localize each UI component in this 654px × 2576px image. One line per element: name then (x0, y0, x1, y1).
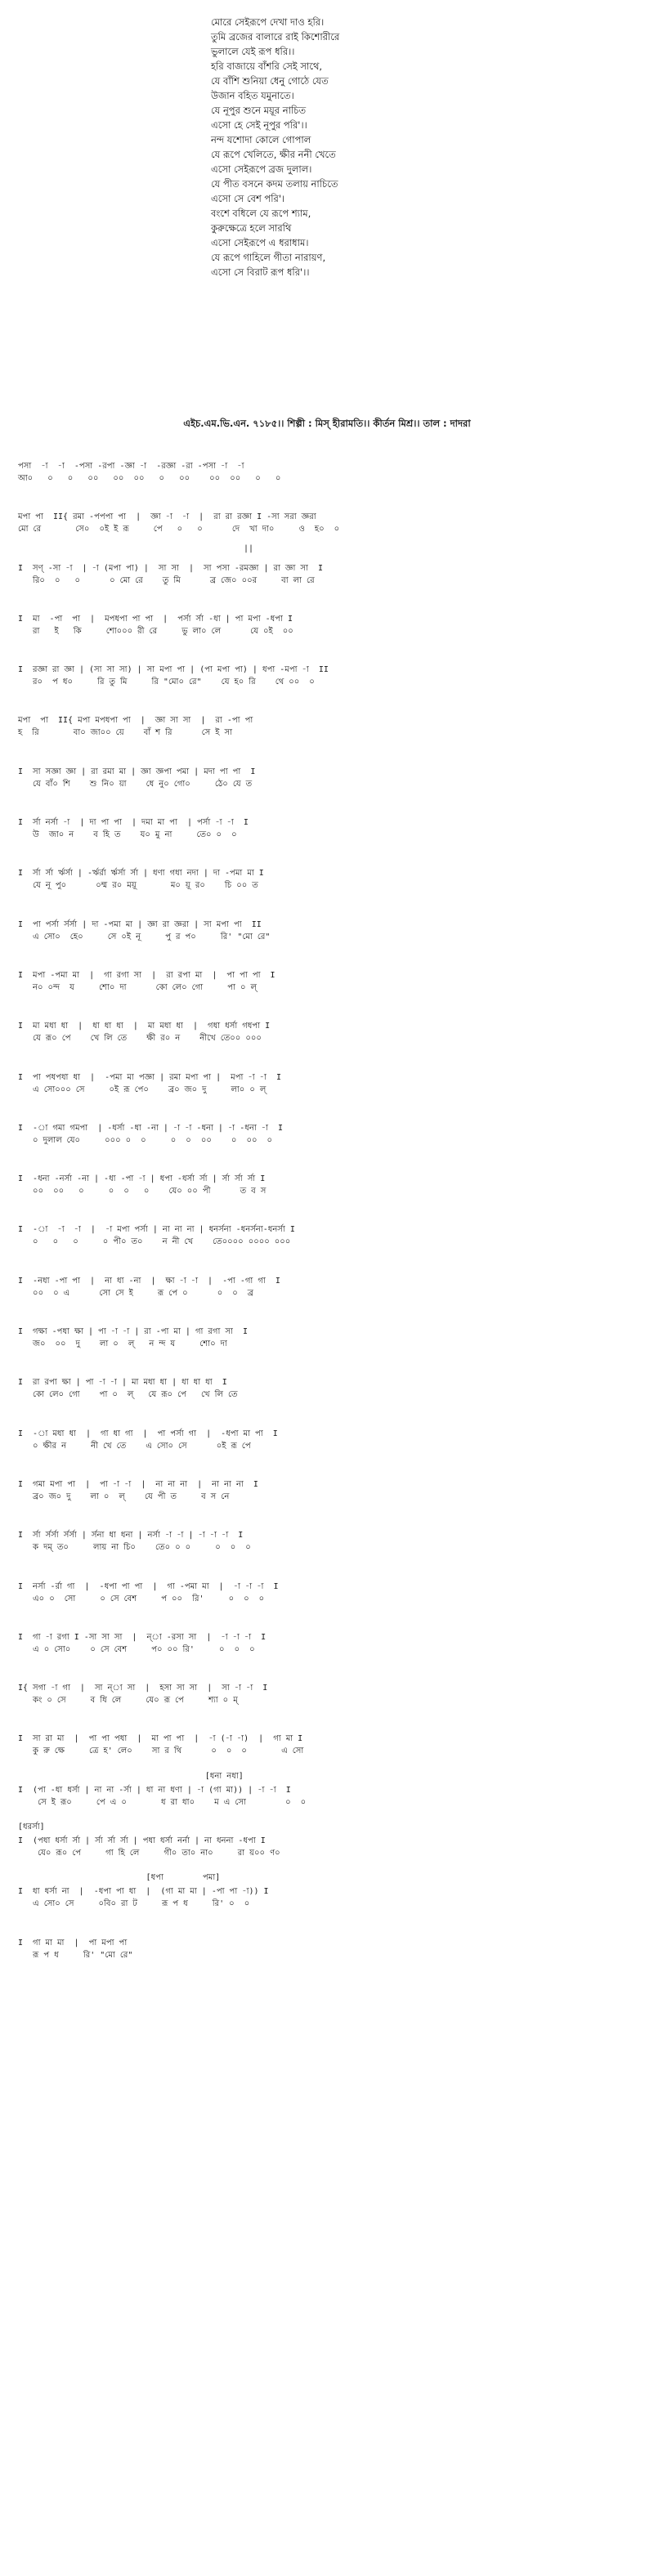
swar-row: মপা পা II{ মপা মপধপা পা | জ্ঞা সা সা | রা -পা পা (18, 716, 253, 726)
lyric-line: যে নূপুর শুনে ময়ূর নাচিত (211, 105, 307, 116)
swar-row: I (পধা ধর্সা র্সা | র্সা র্সা র্সা | পধা ধর্সা নর্না | না ধননা -ধপা I (18, 1836, 266, 1846)
bani-row: সে ই রূ০ পে এ ০ ধ রা ধা০ ম এ সো ০ ০ (18, 1797, 307, 1807)
notation-block (18, 1733, 639, 1757)
swar-row: I গা -া রগা I -সা সা সা | ন্া -রসা সা | -া -া -া I (18, 1632, 267, 1642)
swar-row: পসা -া -া -পসা -রপা -জ্ঞা -া -রজ্ঞা -রা -পসা -া -া (18, 462, 244, 471)
swar-row: I (পা -ধা ধর্সা | না না -র্সা | ধা না ধণা | -া (গা মা)) | -া -া I (18, 1785, 291, 1795)
bani-row: ০ দুলাল যে০ ০০০ ০ ০ ০ ০ ০০ ০ ০০ ০ (18, 1135, 273, 1145)
bani-row: যে নূ পু০ ০ম্ম র০ ময়ূ ম০ য়ূ র০ চি ০০ ত (18, 881, 258, 891)
notation-annotation: [ধনা নধা] (18, 1771, 244, 1781)
notation-block (18, 919, 639, 943)
notation-block (18, 867, 639, 892)
bani-row: জ০ ০০ দু লা ০ ল্ ন ন্দ য শো০ দা (18, 1339, 227, 1349)
notation-block (18, 969, 639, 994)
notation-block (18, 1223, 639, 1248)
swar-row: I র্সা র্সা র্ঋর্সা | -র্ঋর্রা র্ঋর্সা র্সা | ধণা গধা নদা | দা -পমা মা I (18, 869, 264, 879)
notation-block (18, 1478, 639, 1503)
lyric-line: উজান বহিত যমুনাতে। (211, 90, 294, 101)
lyric-line: তুমি ব্রজের বালারে রাই কিশোরীরে (211, 31, 340, 42)
lyric-line: এসো সেইরূপে ব্রজ দুলাল। (211, 163, 312, 175)
notation-annotation: [ধরর্সা] (18, 1822, 45, 1832)
notation-block (18, 1071, 639, 1096)
swar-row: I পা পধপধা ধা | -পমা মা পজ্ঞা | রমা মপা পা | মপা -া -া I (18, 1072, 281, 1082)
bani-row: ০০ ০ এ সো সে ই রূ পে ০ ০ ০ ব্র (18, 1288, 253, 1298)
swar-row: I পা পর্সা র্সর্সা | দা -পমা মা | জ্ঞা রা জ্ঞরা | সা মপা পা II (18, 919, 262, 929)
bani-row: কো লে০ গো পা ০ ল্ যে রূ০ পে খে লি তে (18, 1390, 238, 1400)
notation-block (18, 1376, 639, 1401)
song-lyrics (211, 15, 473, 280)
notation-block (18, 1631, 639, 1656)
swar-row: I মা মধা ধা | ধা ধা ধা | মা মধা ধা | গধা ধর্সা গধপা I (18, 1022, 271, 1031)
lyric-line: যে পীত বসনে কদম তলায় নাচিতে (211, 178, 338, 190)
bani-row: কু রু ক্ষে ত্রে হ' লে০ সা র থি ০ ০ ০ এ সো (18, 1746, 304, 1756)
notation-block (18, 1682, 639, 1706)
swar-row: I -া মধা ধা | গা ধা গা | পা পর্সা গা | -ধপা মা পা I (18, 1429, 278, 1438)
bani-row: ক দম্ ত০ লায় না চি০ তে০ ০ ০ ০ ০ ০ (18, 1543, 251, 1553)
notation-block (18, 511, 639, 535)
notation-block (18, 816, 639, 841)
bani-row: যে বাঁ০ শি শু নি০ য়া ধে নু০ গো০ ঠে০ যে ত (18, 779, 253, 789)
lyric-line: যে বাঁশি শুনিয়া ধেনু গোঠে যেত (211, 75, 329, 87)
bani-row: এ ০ সো০ ০ সে বেশ প০ ০০ রি' ০ ০ ০ (18, 1644, 255, 1654)
notation-block (18, 1937, 639, 1961)
bani-row: এ০ ০ সো ০ সে বেশ প ০০ রি' ০ ০ ০ (18, 1594, 265, 1603)
bani-row: এ সো০ সে ০বি০ রা ট রূ প ধ রি' ০ ০ (18, 1899, 250, 1909)
notation-block (18, 1275, 639, 1299)
swar-row: I রজ্ঞা রা জ্ঞা | (সা সা সা) | সা মপা পা | (পা মপা পা) | ধপা -মপা -া II (18, 665, 329, 675)
notation-block (18, 1529, 639, 1554)
notation-annotation: [ধপা পমা] (18, 1873, 221, 1883)
swar-row: I সা সজ্ঞা জ্ঞা | রা রমা মা | জ্ঞা জ্ঞপা পমা | মদা পা পা I (18, 767, 256, 776)
bani-row: রি০ ০ ০ ০ মো রে তু মি ব্র জে০ ০০র বা লা রে (18, 575, 315, 585)
section-separator: || (244, 543, 254, 553)
lyric-line: হরি বাজায়ে বাঁশরি সেই সাথে, (211, 60, 323, 72)
record-meta: এইচ.এম.ভি.এন. ৭১৮৫।। শিল্পী : মিস্ হীরামতি।। কীর্তন মিশ্র।। তাল : দাদরা (183, 418, 471, 429)
swar-row: I{ সগা -া গা | সা ন্া সা | হসা সা সা | সা -া -া I (18, 1684, 268, 1693)
notation-block (18, 1326, 639, 1350)
swar-row: I মপা -পমা মা | গা রগা সা | রা রপা মা | পা পা পা I (18, 970, 275, 980)
swar-row: I নর্সা -র্রা গা | -ধপা পা পা | গা -পমা মা | -া -া -া I (18, 1581, 279, 1591)
bani-row: ০ ০ ০ ০ পী০ ত০ ন নী খে তে০০০০ ০০০০ ০০০ (18, 1237, 291, 1247)
swar-row: I সণ্ -সা -া | -া (মপা পা) | সা সা | সা পসা -রমজ্ঞা | রা জ্ঞা সা I (18, 563, 323, 573)
lyric-line: যে রূপে গাহিলে গীতা নারায়ণ, (211, 252, 326, 263)
swar-row: I গমা মপা পা | পা -া -া | না না না | না না না I (18, 1479, 258, 1489)
notation-block (18, 1822, 639, 1859)
lyric-line: এসো সে বেশ পরি'। (211, 193, 285, 204)
bani-row: রা ই কি শো০০০ রী রে ভু লা০ লে যে ০ই ০০ (18, 626, 293, 636)
lyric-line: এসো সেইরূপে এ ধরাধাম। (211, 237, 309, 248)
notation-block (18, 1771, 639, 1809)
bani-row: এ সো০০০ সে ০ই রূ পে০ ব্র০ জ০ দু লা০ ০ ল্ (18, 1085, 267, 1094)
bani-row: উ জা০ ন ব হি ত য০ মু না তে০ ০ ০ (18, 830, 237, 840)
swar-row: I গা মা মা | পা মপা পা (18, 1938, 128, 1948)
bani-row: র০ প ধ০ রি তু মি রি "মো০ রে" যে হ০ রি থে ০০ ০ (18, 678, 315, 687)
lyric-line: মোরে সেইরূপে দেখা দাও হরি। (211, 16, 325, 28)
bani-row: এ সো০ হে০ সে ০ই নূ পু র প০ রি' "মো রে" (18, 932, 271, 941)
lyric-line: এসো সে বিরাট রূপ ধরি'।। (211, 266, 310, 278)
swar-row: I র্সা নর্সা -া | দা পা পা | দমা মা পা | পর্সা -া -া I (18, 818, 249, 828)
bani-row: যে০ রূ০ পে গা হি লে গী০ তা০ না০ রা য়০০ ণ০ (18, 1849, 280, 1858)
bani-row: কং ০ সে ব ধি লে যে০ রূ পে শ্যা ০ ম্ (18, 1696, 238, 1706)
swar-row: I -া -া -া | -া মপা পর্সা | না না না | ধনর্সনা -ধনর্সনা-ধনর্সা I (18, 1225, 295, 1235)
bani-row: ০ ক্ষীর ন নী খে তে এ সো০ সে ০ই রূ পে (18, 1441, 251, 1451)
swar-row: I গক্ষা -পধা ক্ষা | পা -া -া | রা -পা মা | গা রগা সা I (18, 1327, 248, 1337)
notation-block (18, 1873, 639, 1910)
notation-block (18, 1173, 639, 1197)
notation-block (18, 1428, 639, 1452)
lyric-line: বংশে বধিলে যে রূপে শ্যাম, (211, 208, 311, 219)
notation-block (18, 1581, 639, 1605)
notation-block (18, 543, 639, 587)
bani-row: যে রূ০ পে খে লি তে ক্ষী র০ ন নীখে তে০০ ০০০ (18, 1034, 262, 1044)
lyric-line: কুরুক্ষেত্রে হলে সারথি (211, 222, 292, 234)
notation-block (18, 613, 639, 637)
lyric-line: ভুলালে যেই রূপ ধরি।। (211, 46, 295, 57)
lyric-line: নন্দ যশোদা কোলে গোপাল (211, 134, 311, 145)
swar-row: I -া গমা গমপা | -ধর্সা -ধা -না | -া -া -ধনা | -া -ধনা -া I (18, 1123, 284, 1133)
swar-row: I র্সা র্সর্সা র্সর্সা | র্সনা ধা ধনা | নর্সা -া -া | -া -া -া I (18, 1531, 244, 1541)
lyric-line: যে রূপে খেলিতে, ক্ষীর ননী খেতে (211, 149, 336, 160)
notation-block (18, 1122, 639, 1147)
bani-row: মো রে সে০ ০ই ই রূ পে ০ ০ দে খা দা০ ও হ০ ০ (18, 525, 340, 534)
notation-block (18, 460, 639, 485)
bani-row: আ০ ০ ০ ০০ ০০ ০০ ০ ০০ ০০ ০০ ০ ০ (18, 474, 281, 483)
notation-block (18, 714, 639, 739)
bani-row: হ রি বা০ জা০০ য়ে বাঁ শ রি সে ই সা (18, 728, 233, 738)
notation-block (18, 664, 639, 688)
swar-row: I ধা ধর্সা না | -ধপা পা ধা | (গা মা মা | -পা পা -া)) I (18, 1887, 269, 1897)
swar-row: I -নধা -পা পা | না ধা -না | ক্ষা -া -া | -পা -গা গা I (18, 1276, 280, 1286)
bani-row: ন০ ০ন্দ য শো০ দা কো লে০ গো পা ০ ল্ (18, 982, 257, 992)
swar-row: I -ধনা -নর্সা -না | -ধা -পা -া | ধপা -ধর্সা র্সা | র্সা র্সা র্সা I (18, 1174, 266, 1184)
swaralipi-notation (18, 460, 639, 1988)
bani-row: ০০ ০০ ০ ০ ০ ০ যে০ ০০ পী ত ব স (18, 1187, 267, 1196)
lyric-line: এসো হে সেই নূপুর পরি'।। (211, 119, 307, 131)
bani-row: রূ প ধ রি' "মো রে" (18, 1950, 133, 1960)
swar-row: I সা রা মা | পা পা পধা | মা পা পা | -া (-া -া) | গা মা I (18, 1734, 303, 1744)
swar-row: মপা পা II{ রমা -পপপা পা | জ্ঞা -া -া | রা রা রজ্ঞা I -সা সরা জ্ঞরা (18, 512, 316, 522)
notation-block (18, 1020, 639, 1044)
swar-row: I রা রপা ক্ষা | পা -া -া | মা মধা ধা | ধা ধা ধা I (18, 1378, 227, 1388)
swar-row: I মা -পা পা | মপধপা পা পা | পর্সা র্সা -ধা | পা মপা -ধপা I (18, 614, 293, 624)
bani-row: ব্র০ জ০ দু লা ০ ল্ যে পী ত ব স নে (18, 1491, 230, 1501)
notation-block (18, 766, 639, 790)
